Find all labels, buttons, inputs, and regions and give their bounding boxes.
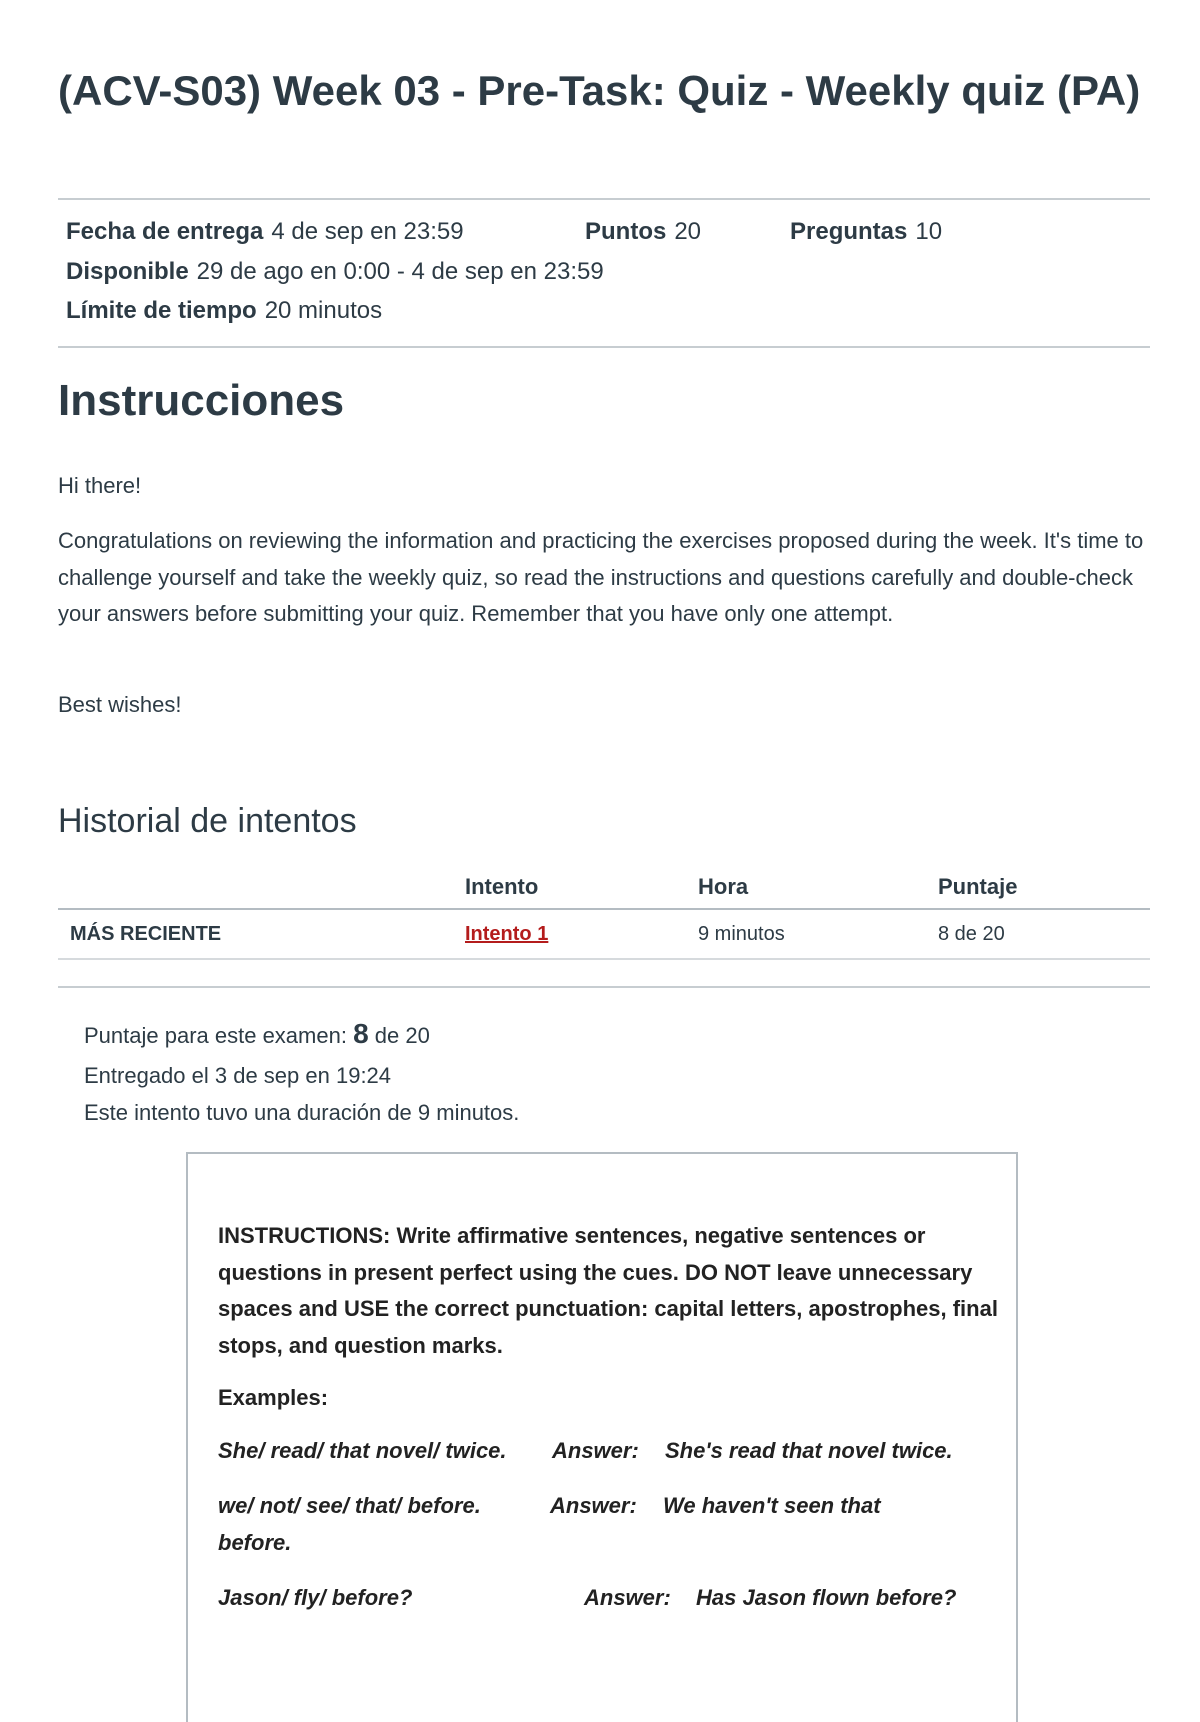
example-1-answer-label: Answer:: [552, 1438, 639, 1463]
score-prefix: Puntaje para este examen:: [84, 1023, 347, 1048]
example-1-cue: She/ read/ that novel/ twice.: [218, 1438, 507, 1463]
example-2-answer-continued: before.: [218, 1530, 292, 1555]
example-2-answer-label: Answer:: [550, 1493, 637, 1518]
available-label: Disponible: [66, 258, 189, 285]
example-1-answer: She's read that novel twice.: [665, 1438, 953, 1463]
submitted-info: Entregado el 3 de sep en 19:24: [84, 1063, 392, 1088]
history-divider: [58, 986, 1150, 988]
duration-info: Este intento tuvo una duración de 9 minutos.: [84, 1100, 520, 1125]
questions-field: [790, 218, 942, 246]
available-field: [66, 258, 604, 286]
attempt-time: 9 minutos: [698, 909, 938, 959]
points-field: [585, 218, 701, 246]
example-2-cue: we/ not/ see/ that/ before.: [218, 1493, 481, 1518]
meta-divider: [58, 346, 1150, 348]
points-value: 20: [674, 218, 702, 245]
time-limit-field: [66, 297, 382, 325]
questions-value: 10: [915, 218, 943, 245]
example-3-answer-label: Answer:: [584, 1585, 671, 1610]
attempt-score: 8 de 20: [938, 909, 1150, 959]
quiz-title: (ACV-S03) Week 03 - Pre-Task: Quiz - Weekly quiz (PA): [58, 67, 1141, 114]
questions-label: Preguntas: [790, 218, 908, 245]
example-3-answer: Has Jason flown before?: [696, 1585, 957, 1610]
column-header-empty: [58, 866, 465, 909]
attempt-history-table: [58, 866, 1150, 960]
column-header-score: Puntaje: [938, 866, 1150, 909]
example-2-answer: We haven't seen that: [663, 1493, 881, 1518]
due-date-label: Fecha de entrega: [66, 218, 264, 245]
score-suffix: de 20: [374, 1023, 430, 1048]
due-date-value: 4 de sep en 23:59: [271, 218, 464, 245]
table-header-row: [58, 866, 1150, 909]
column-header-attempt: Intento: [465, 866, 698, 909]
due-date-field: [66, 218, 464, 246]
attempt-1-link[interactable]: Intento 1: [465, 922, 549, 945]
available-value: 29 de ago en 0:00 - 4 de sep en 23:59: [196, 258, 604, 285]
attempt-history-heading: Historial de intentos: [58, 802, 357, 840]
most-recent-label: MÁS RECIENTE: [70, 922, 222, 945]
points-label: Puntos: [585, 218, 667, 245]
examples-label: Examples:: [218, 1385, 329, 1410]
score-summary: [84, 1018, 430, 1050]
instructions-closing: Best wishes!: [58, 692, 182, 717]
question-box: [186, 1152, 1018, 1722]
table-row: [58, 909, 1150, 959]
score-value: 8: [353, 1018, 369, 1049]
column-header-time: Hora: [698, 866, 938, 909]
instructions-heading: Instrucciones: [58, 376, 345, 425]
title-divider: [58, 198, 1150, 200]
example-3-cue: Jason/ fly/ before?: [218, 1585, 413, 1610]
instructions-greeting: Hi there!: [58, 473, 142, 498]
time-limit-label: Límite de tiempo: [66, 297, 257, 324]
time-limit-value: 20 minutos: [264, 297, 383, 324]
instructions-body: Congratulations on reviewing the information and practicing the exercises proposed during the week. It's time to challenge yourself and take the weekly quiz, so read the instructions and questions carefully and double-check your answers before submitting your quiz. Remember that you have only one attempt.: [58, 528, 1144, 626]
question-instructions: INSTRUCTIONS: Write affirmative sentences, negative sentences or questions in present perfect using the cues. DO NOT leave unnecessary spaces and USE the correct punctuation: capital letters, apostrophes, final stops, and question marks.: [218, 1223, 998, 1358]
